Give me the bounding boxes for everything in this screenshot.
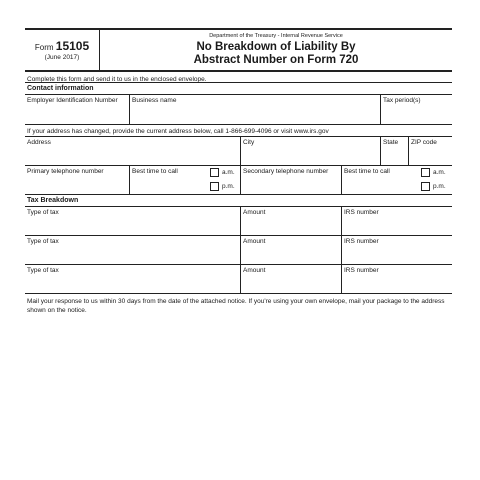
tax-row (25, 236, 452, 265)
primary-telephone-field[interactable] (25, 166, 130, 194)
primary-telephone-label: Primary telephone number (27, 168, 104, 175)
secondary-best-time-field (342, 166, 452, 194)
city-field[interactable] (241, 137, 381, 165)
agency-name: Department of the Treasury - Internal Revenue Service (209, 32, 343, 39)
business-name-label: Business name (132, 97, 177, 104)
form-number-line (35, 39, 89, 53)
type-of-tax-field[interactable] (25, 236, 241, 264)
ein-label: Employer Identification Number (27, 97, 118, 104)
form-title-block (100, 30, 452, 70)
contact-information-heading: Contact information (25, 83, 452, 95)
form-id-block (25, 30, 100, 70)
type-of-tax-label: Type of tax (27, 238, 59, 245)
primary-pm-label: p.m. (222, 183, 235, 190)
type-of-tax-field[interactable] (25, 265, 241, 293)
form-date: (June 2017) (44, 54, 80, 61)
form-title-line1: No Breakdown of Liability By (196, 40, 356, 53)
form-number: 15105 (55, 39, 90, 53)
telephone-row (25, 166, 452, 195)
address-row (25, 137, 452, 166)
primary-am-label: a.m. (222, 169, 235, 176)
zip-code-label: ZIP code (411, 139, 437, 146)
city-label: City (243, 139, 255, 146)
primary-pm-option[interactable] (210, 182, 235, 191)
zip-code-field[interactable] (409, 137, 452, 165)
secondary-pm-option[interactable] (421, 182, 446, 191)
amount-field[interactable] (241, 236, 342, 264)
primary-best-time-field (130, 166, 241, 194)
form-word: Form (34, 43, 54, 52)
type-of-tax-label: Type of tax (27, 209, 59, 216)
secondary-best-time-label: Best time to call (344, 168, 390, 175)
tax-row (25, 207, 452, 236)
irs-number-field[interactable] (342, 207, 452, 235)
secondary-pm-checkbox[interactable] (421, 182, 430, 191)
identity-row (25, 95, 452, 125)
tax-breakdown-heading: Tax Breakdown (25, 195, 452, 207)
state-label: State (383, 139, 399, 146)
irs-number-field[interactable] (342, 265, 452, 293)
amount-label: Amount (243, 209, 266, 216)
form-header (25, 28, 452, 72)
irs-number-field[interactable] (342, 236, 452, 264)
irs-number-label: IRS number (344, 209, 379, 216)
primary-am-checkbox[interactable] (210, 168, 219, 177)
secondary-pm-label: p.m. (433, 183, 446, 190)
state-field[interactable] (381, 137, 409, 165)
secondary-telephone-label: Secondary telephone number (243, 168, 329, 175)
tax-periods-label: Tax period(s) (383, 97, 421, 104)
mailing-instructions: Mail your response to us within 30 days from the date of the attached notice. If you're using your own envelope, mail your package to the address shown on the notice. (27, 298, 445, 314)
secondary-am-option[interactable] (421, 168, 446, 177)
irs-form-15105 (25, 28, 452, 315)
type-of-tax-label: Type of tax (27, 267, 59, 274)
address-label: Address (27, 139, 51, 146)
tax-periods-field[interactable] (381, 95, 452, 124)
form-instructions: Complete this form and send it to us in the enclosed envelope. (25, 72, 452, 83)
form-title (194, 41, 359, 68)
primary-am-option[interactable] (210, 168, 235, 177)
amount-field[interactable] (241, 207, 342, 235)
primary-best-time-label: Best time to call (132, 168, 178, 175)
form-title-line2: Abstract Number on Form 720 (193, 54, 359, 66)
primary-pm-checkbox[interactable] (210, 182, 219, 191)
secondary-am-label: a.m. (433, 169, 446, 176)
business-name-field[interactable] (130, 95, 381, 124)
type-of-tax-field[interactable] (25, 207, 241, 235)
amount-label: Amount (243, 267, 266, 274)
irs-number-label: IRS number (344, 267, 379, 274)
tax-row (25, 265, 452, 294)
ein-field[interactable] (25, 95, 130, 124)
amount-field[interactable] (241, 265, 342, 293)
irs-number-label: IRS number (344, 238, 379, 245)
secondary-telephone-field[interactable] (241, 166, 342, 194)
secondary-am-checkbox[interactable] (421, 168, 430, 177)
amount-label: Amount (243, 238, 266, 245)
address-field[interactable] (25, 137, 241, 165)
address-change-note: If your address has changed, provide the current address below, call 1-866-699-4096 or visit www.irs.gov (25, 125, 452, 137)
